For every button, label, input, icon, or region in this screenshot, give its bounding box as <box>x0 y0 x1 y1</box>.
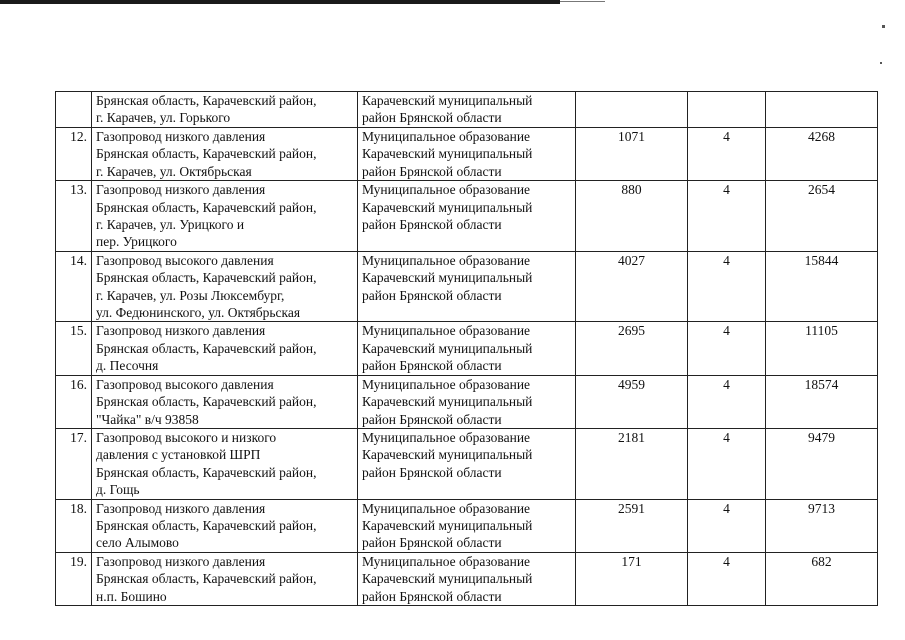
table-row <box>56 375 878 428</box>
length-cell: 2695 <box>576 322 688 375</box>
length-cell: 2591 <box>576 499 688 552</box>
owner-line: Муниципальное образование <box>362 500 531 516</box>
object-name-cell <box>92 375 358 428</box>
owner-line: район Брянской области <box>362 358 502 374</box>
object-name-line: Газопровод высокого и низкого <box>96 429 277 445</box>
object-name-line: г. Карачев, ул. Урицкого и <box>96 217 245 233</box>
object-name-line: ул. Федюнинского, ул. Октябрьская <box>96 305 301 321</box>
row-number-cell: 19. <box>56 552 92 605</box>
table-row <box>56 552 878 605</box>
object-name-line: пер. Урицкого <box>96 234 177 250</box>
length-cell: 2181 <box>576 428 688 499</box>
object-name-line: Брянская область, Карачевский район, <box>96 394 317 410</box>
length-cell: 880 <box>576 181 688 252</box>
owner-line: Карачевский муниципальный <box>362 340 533 356</box>
object-name-cell <box>92 181 358 252</box>
owner-line: Муниципальное образование <box>362 376 531 392</box>
class-cell: 4 <box>688 251 766 322</box>
object-name-line: г. Карачев, ул. Октябрьская <box>96 163 252 179</box>
object-name-line: Брянская область, Карачевский район, <box>96 464 317 480</box>
object-name-line: Газопровод низкого давления <box>96 553 266 569</box>
owner-line: район Брянской области <box>362 464 502 480</box>
class-cell: 4 <box>688 428 766 499</box>
object-name-line: "Чайка" в/ч 93858 <box>96 411 199 427</box>
owner-line: Карачевский муниципальный <box>362 270 533 286</box>
owner-line: район Брянской области <box>362 287 502 303</box>
scan-top-border <box>0 0 560 4</box>
owner-line: Муниципальное образование <box>362 252 531 268</box>
class-cell: 4 <box>688 181 766 252</box>
table-row <box>56 251 878 322</box>
owner-cell <box>358 428 576 499</box>
owner-cell <box>358 499 576 552</box>
owner-cell <box>358 251 576 322</box>
object-name-line: Брянская область, Карачевский район, <box>96 93 317 108</box>
owner-line: район Брянской области <box>362 217 502 233</box>
value-cell: 15844 <box>766 251 878 322</box>
object-name-line: Газопровод низкого давления <box>96 323 266 339</box>
object-name-cell <box>92 92 358 128</box>
object-name-line: Брянская область, Карачевский район, <box>96 571 317 587</box>
owner-line: район Брянской области <box>362 588 502 604</box>
value-cell: 18574 <box>766 375 878 428</box>
owner-line: район Брянской области <box>362 110 502 126</box>
table-row <box>56 428 878 499</box>
row-number-cell <box>56 92 92 128</box>
object-name-cell <box>92 128 358 181</box>
value-cell <box>766 92 878 128</box>
owner-line: Карачевский муниципальный <box>362 571 533 587</box>
row-number-cell: 12. <box>56 128 92 181</box>
owner-line: Карачевский муниципальный <box>362 394 533 410</box>
owner-line: Муниципальное образование <box>362 553 531 569</box>
class-cell: 4 <box>688 322 766 375</box>
owner-line: Карачевский муниципальный <box>362 517 533 533</box>
owner-line: Карачевский муниципальный <box>362 447 533 463</box>
object-name-line: г. Карачев, ул. Горького <box>96 110 231 126</box>
scan-speck <box>880 62 882 64</box>
owner-line: Карачевский муниципальный <box>362 93 533 108</box>
registry-table-body <box>56 92 878 606</box>
owner-cell <box>358 92 576 128</box>
owner-cell <box>358 375 576 428</box>
class-cell: 4 <box>688 128 766 181</box>
owner-line: Муниципальное образование <box>362 323 531 339</box>
table-row <box>56 499 878 552</box>
owner-cell <box>358 552 576 605</box>
value-cell: 9713 <box>766 499 878 552</box>
owner-line: Муниципальное образование <box>362 129 531 144</box>
object-name-line: д. Песочня <box>96 358 159 374</box>
object-name-cell <box>92 251 358 322</box>
object-name-line: г. Карачев, ул. Розы Люксембург, <box>96 287 285 303</box>
table-row <box>56 181 878 252</box>
value-cell: 9479 <box>766 428 878 499</box>
owner-line: Муниципальное образование <box>362 182 531 198</box>
object-name-cell <box>92 552 358 605</box>
value-cell: 2654 <box>766 181 878 252</box>
object-name-cell <box>92 428 358 499</box>
row-number-cell: 13. <box>56 181 92 252</box>
row-number-cell: 15. <box>56 322 92 375</box>
value-cell: 682 <box>766 552 878 605</box>
owner-line: Карачевский муниципальный <box>362 146 533 162</box>
owner-line: район Брянской области <box>362 411 502 427</box>
object-name-line: село Алымово <box>96 535 179 551</box>
row-number-cell: 17. <box>56 428 92 499</box>
owner-line: Карачевский муниципальный <box>362 199 533 215</box>
class-cell: 4 <box>688 499 766 552</box>
table-row <box>56 92 878 128</box>
owner-line: Муниципальное образование <box>362 429 531 445</box>
object-name-line: Газопровод высокого давления <box>96 376 274 392</box>
row-number-cell: 14. <box>56 251 92 322</box>
length-cell: 4027 <box>576 251 688 322</box>
owner-cell <box>358 322 576 375</box>
object-name-line: давления с установкой ШРП <box>96 447 261 463</box>
owner-cell <box>358 128 576 181</box>
table-row <box>56 128 878 181</box>
gas-pipeline-registry-table <box>55 91 878 606</box>
class-cell: 4 <box>688 375 766 428</box>
length-cell <box>576 92 688 128</box>
length-cell: 1071 <box>576 128 688 181</box>
object-name-line: н.п. Бошино <box>96 588 167 604</box>
value-cell: 4268 <box>766 128 878 181</box>
value-cell: 11105 <box>766 322 878 375</box>
object-name-line: Брянская область, Карачевский район, <box>96 517 317 533</box>
owner-line: район Брянской области <box>362 163 502 179</box>
class-cell: 4 <box>688 552 766 605</box>
table-row <box>56 322 878 375</box>
row-number-cell: 18. <box>56 499 92 552</box>
length-cell: 4959 <box>576 375 688 428</box>
object-name-line: д. Гощь <box>96 482 140 498</box>
scan-speck <box>882 25 885 28</box>
scan-top-border-thin <box>560 1 605 2</box>
owner-line: район Брянской области <box>362 535 502 551</box>
object-name-line: Газопровод высокого давления <box>96 252 274 268</box>
object-name-line: Брянская область, Карачевский район, <box>96 146 317 162</box>
object-name-line: Брянская область, Карачевский район, <box>96 270 317 286</box>
object-name-line: Брянская область, Карачевский район, <box>96 199 317 215</box>
object-name-line: Газопровод низкого давления <box>96 129 266 144</box>
object-name-line: Газопровод низкого давления <box>96 500 266 516</box>
object-name-line: Брянская область, Карачевский район, <box>96 340 317 356</box>
object-name-line: Газопровод низкого давления <box>96 182 266 198</box>
length-cell: 171 <box>576 552 688 605</box>
class-cell <box>688 92 766 128</box>
object-name-cell <box>92 499 358 552</box>
object-name-cell <box>92 322 358 375</box>
owner-cell <box>358 181 576 252</box>
row-number-cell: 16. <box>56 375 92 428</box>
